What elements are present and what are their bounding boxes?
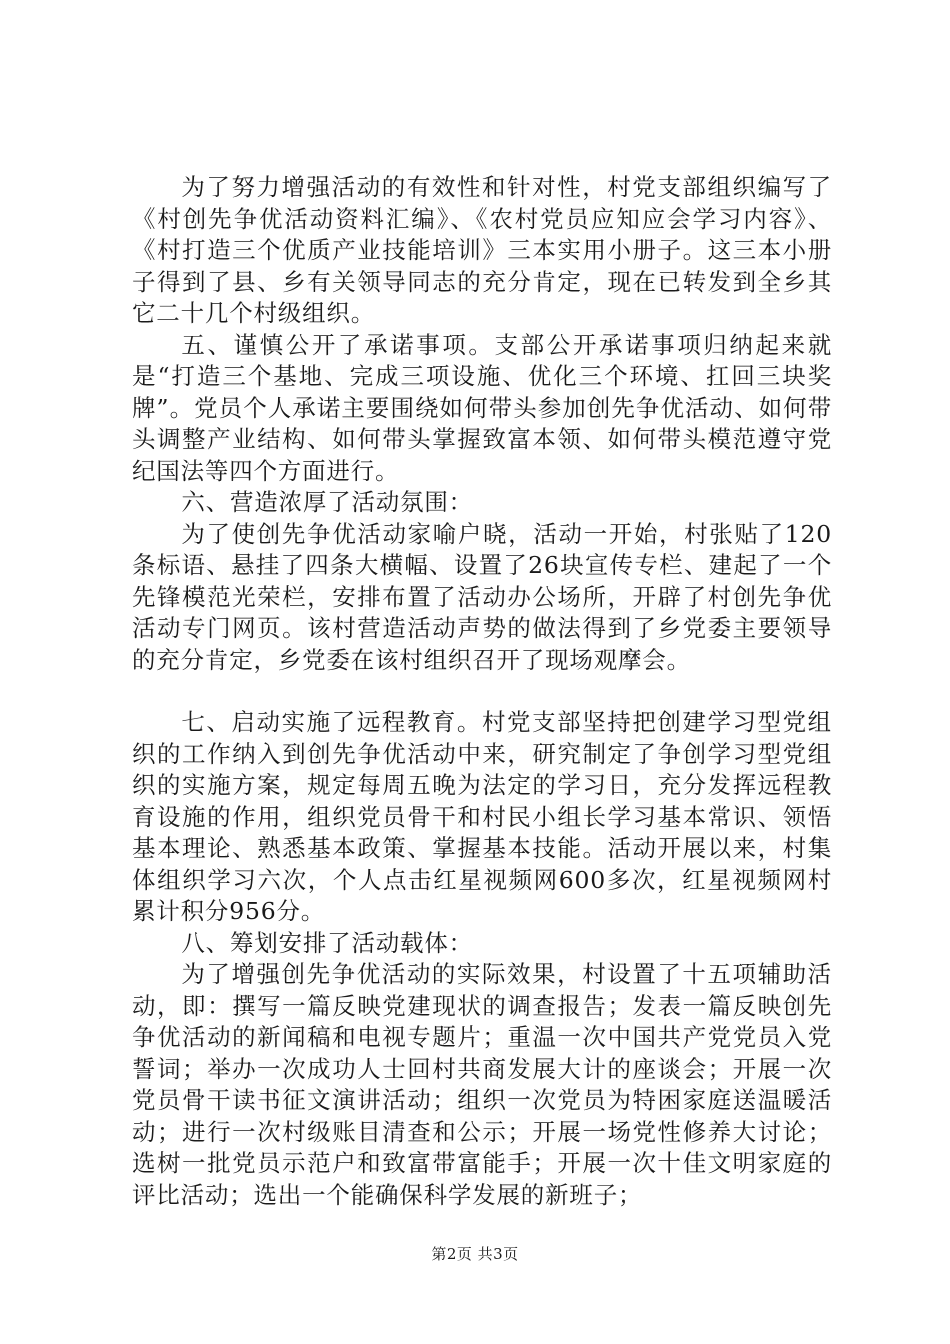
paragraph-7: 为了增强创先争优活动的实际效果，村设置了十五项辅助活动，即：撰写一篇反映党建现状的调查报告；发表一篇反映创先争优活动的新闻稿和电视专题片；重温一次中国共产党党员入党誓词；举办一次成功人士回村共商发展大计的座谈会；开展一次党员骨干读书征文演讲活动；组织一次党员为特困家庭送温暖活动；进行一次村级账目清查和公示；开展一场党性修养大讨论；选树一批党员示范户和致富带富能手；开展一次十佳文明家庭的评比活动；选出一个能确保科学发展的新班子； — [132, 960, 832, 1209]
page-number: 第2页 共3页 — [431, 1245, 519, 1263]
document-body — [132, 172, 832, 1211]
page-footer — [0, 1243, 950, 1264]
paragraph-3-heading: 六、营造浓厚了活动氛围： — [181, 488, 473, 516]
paragraph-5: 七、启动实施了远程教育。村党支部坚持把创建学习型党组织的工作纳入到创先争优活动中来，研究制定了争创学习型党组织的实施方案，规定每周五晚为法定的学习日，充分发挥远程教育设施的作用，组织党员骨干和村民小组长学习基本常识、领悟基本理论、熟悉基本政策、掌握基本技能。活动开展以来，村集体组织学习六次，个人点击红星视频网600多次，红星视频网村累计积分956分。 — [132, 708, 832, 925]
paragraph-gap — [132, 676, 832, 707]
paragraph-2: 五、谨慎公开了承诺事项。支部公开承诺事项归纳起来就是“打造三个基地、完成三项设施、优化三个环境、扛回三块奖牌”。党员个人承诺主要围绕如何带头参加创先争优活动、如何带头调整产业结构、如何带头掌握致富本领、如何带头模范遵守党纪国法等四个方面进行。 — [132, 330, 832, 485]
paragraph-6-heading: 八、筹划安排了活动载体： — [181, 928, 473, 957]
paragraph-1: 为了努力增强活动的有效性和针对性，村党支部组织编写了《村创先争优活动资料汇编》、《农村党员应知应会学习内容》、《村打造三个优质产业技能培训》三本实用小册子。这三本小册子得到了县、乡有关领导同志的充分肯定，现在已转发到全乡其它二十几个村级组织。 — [132, 173, 832, 327]
paragraph-4: 为了使创先争优活动家喻户晓，活动一开始，村张贴了120条标语、悬挂了四条大横幅、设置了26块宣传专栏、建起了一个先锋模范光荣栏，安排布置了活动办公场所，开辟了村创先争优活动专门网页。该村营造活动声势的做法得到了乡党委主要领导的充分肯定，乡党委在该村组织召开了现场观摩会。 — [132, 519, 832, 674]
